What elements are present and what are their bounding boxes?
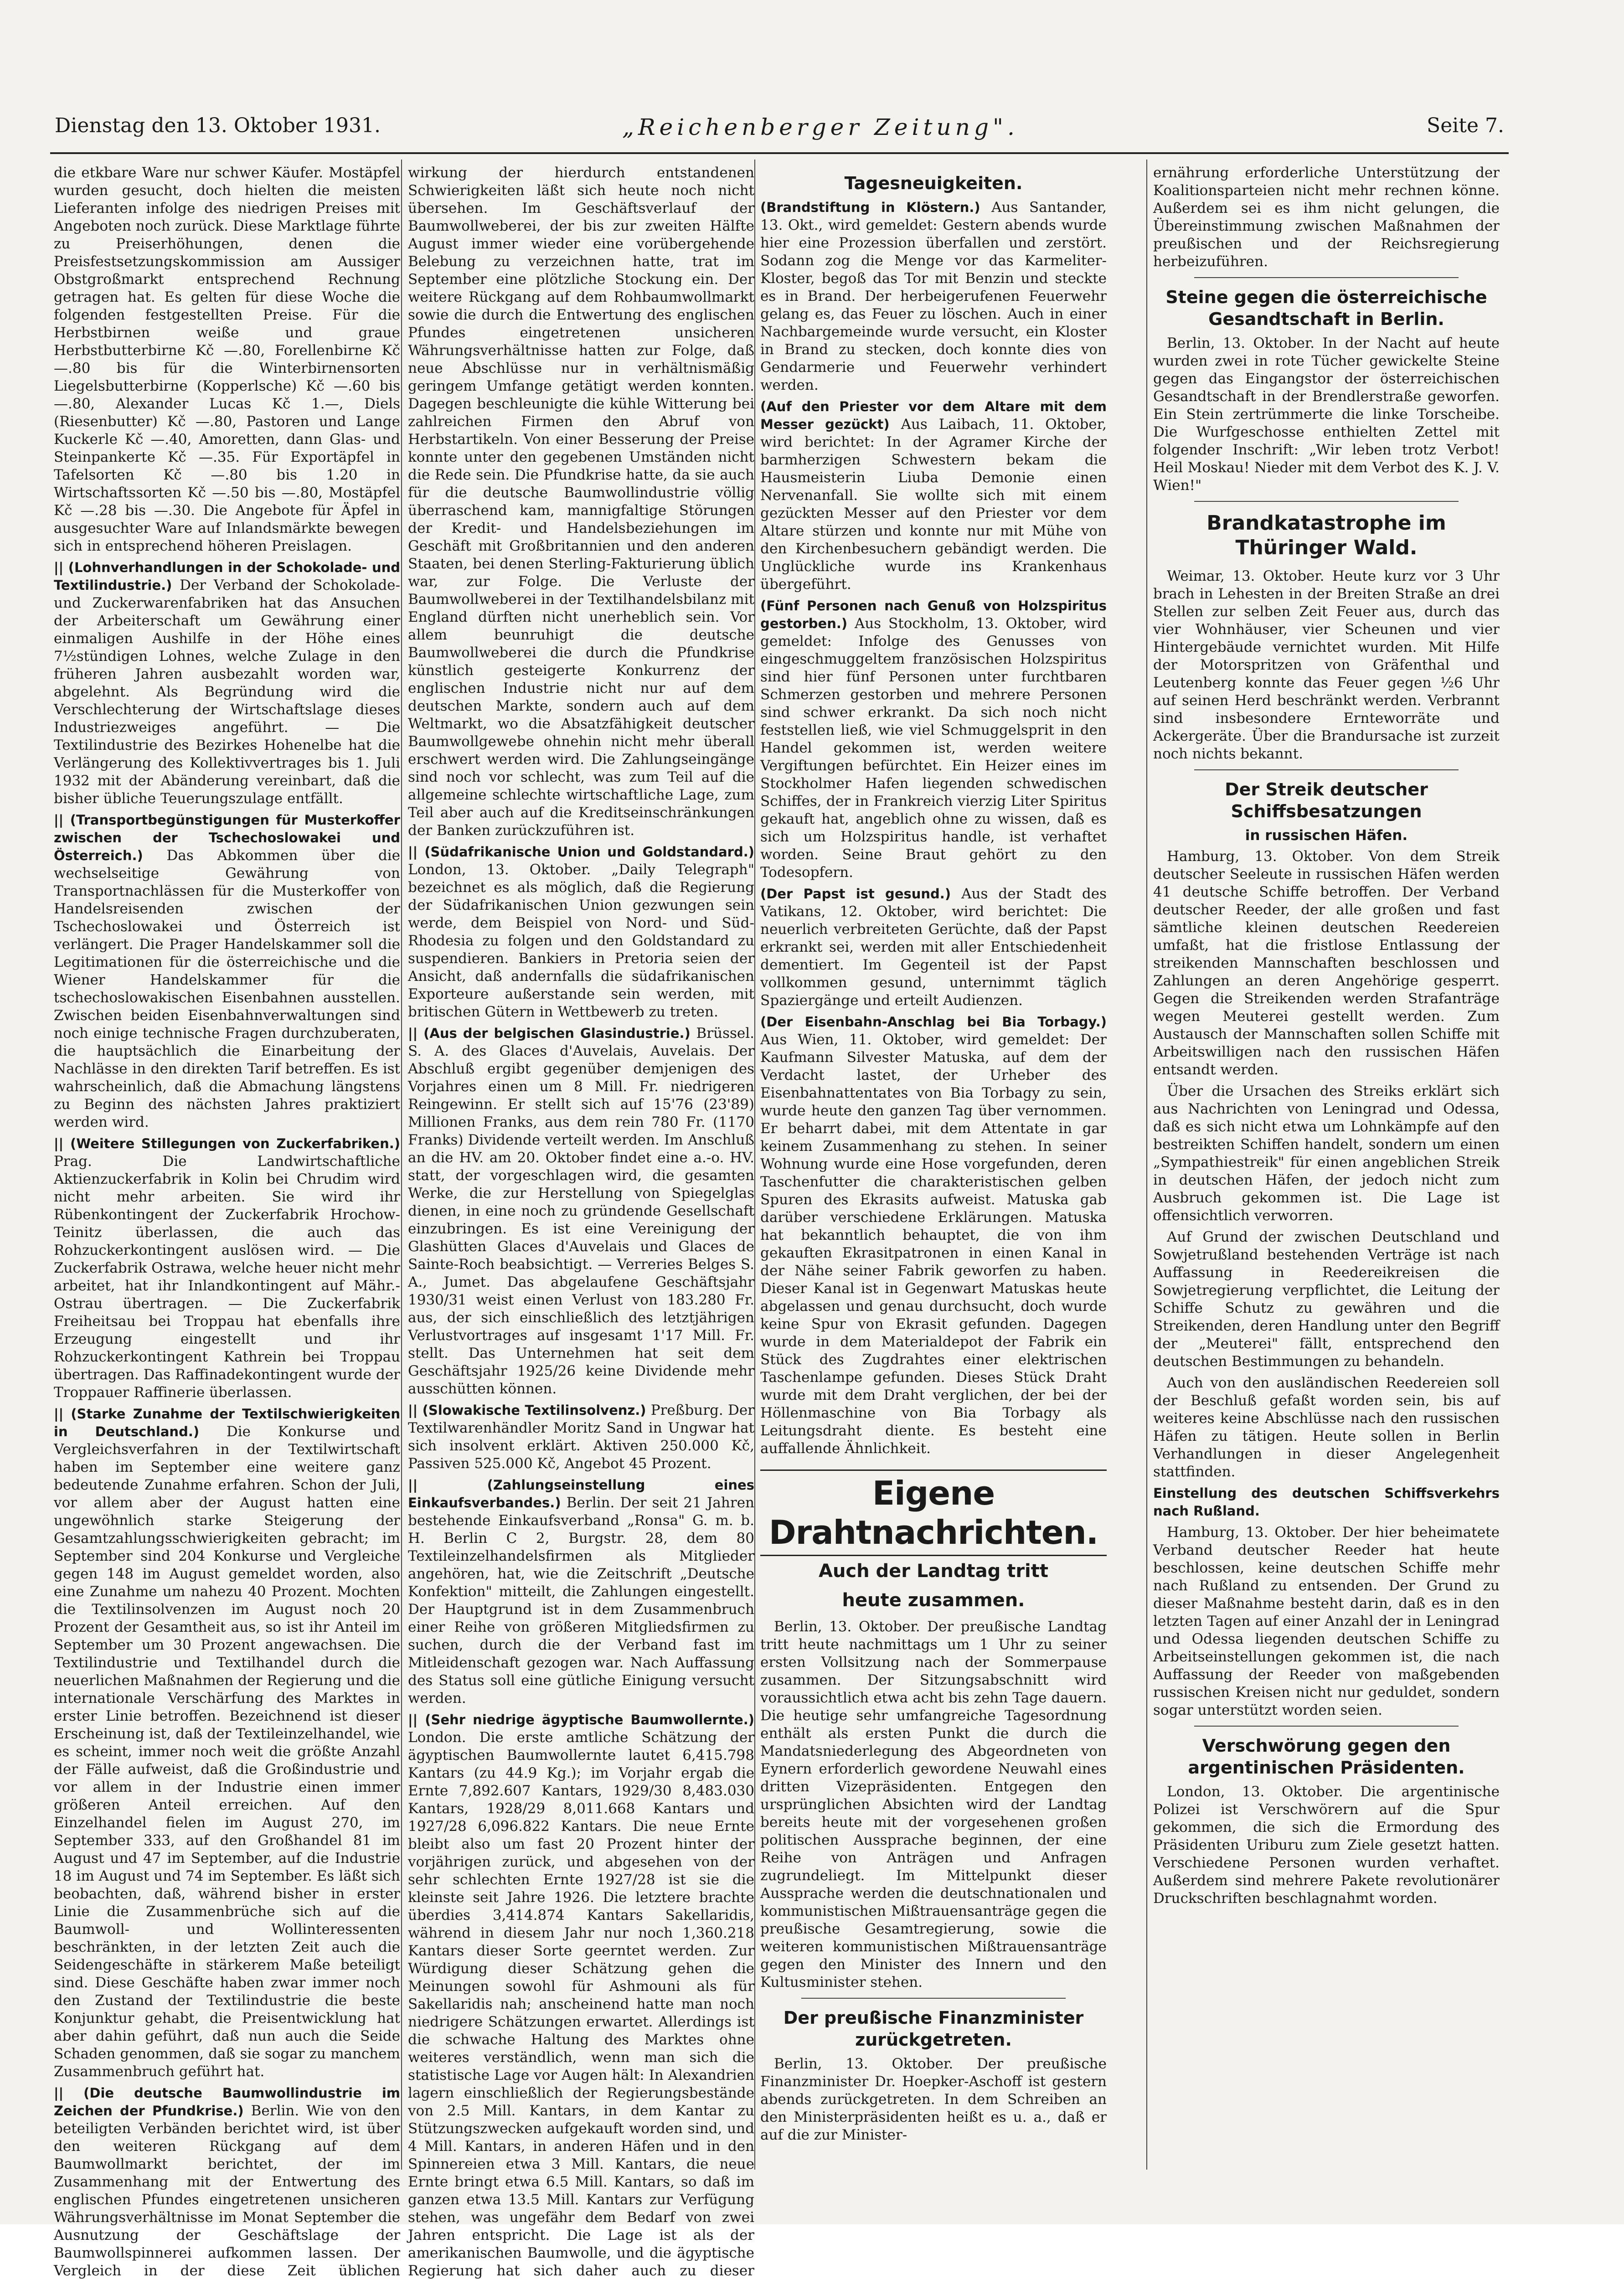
page-number: Seite 7. [1427,114,1504,137]
article-text: Auf Grund der zwischen Deutschland und Sowjetrußland bestehenden Verträge ist nach Auffassung in Reedereikreisen die Sowjetregierung verpflichtet, die Leitung der Schiffe Schutz zu gewähren und die Streikenden, deren Handlung unter den Begriff der „Meuterei" fällt, entsprechend den deutschen Bestimmungen zu behandeln. [1153,1229,1500,1370]
article-text: wirkung der hierdurch entstandenen Schwierigkeiten läßt sich heute noch nicht übersehen. Im Geschäftsverlauf der Baumwollweberei, der bis zur zweiten Hälfte August immer wieder eine vorübergehende Belebung zu verzeichnen hatte, trat im September eine plötzliche Stockung ein. Der weitere Rückgang auf dem Rohbaumwollmarkt sowie die durch die Entwertung des englischen Pfundes eingetretenen unsicheren Währungsverhältnisse hatten zur Folge, daß neue Abschlüsse nur in verhältnismäßig geringem Umfange getätigt werden konnten. Dagegen beschleunigte die kühle Witterung bei zahlreichen Firmen den Abruf von Herbstartikeln. Von einer Besserung der Preise konnte unter den gegebenen Umständen nicht die Rede sein. Die Pfundkrise hatte, da sie auch für die deutsche Baumwollindustrie völlig überraschend kam, mannigfaltige Störungen der Kredit- und Handelsbeziehungen im Geschäft mit Großbritannien und den anderen Staaten, bei denen Sterling-Fakturierung üblich war, zur Folge. Die Verluste der Baumwollweberei in der Textilhandelsbilanz mit England dürften nicht unerheblich sein. Vor allem beunruhigt die deutsche Baumwollweberei die durch die Pfundkrise künstlich gesteigerte Konkurrenz der englischen Industrie nicht nur auf dem deutschen Markte, sondern auch auf dem Weltmarkt, wo die Absatzfähigkeit deutscher Baumwollgewebe ohnehin nicht mehr überall erschwert werden wird. Die Zahlungseingänge sind noch vor schlecht, was zum Teil auf die allgemeine schlechte wirtschaftliche Lage, zum Teil aber auch auf die Kreditseinschränkungen der Banken zurückzuführen ist. [408,165,754,839]
headline-line-1: Auch der Landtag tritt [818,1561,1049,1582]
header-date: Dienstag den 13. Oktober 1931. [55,114,381,137]
article-block [54,811,400,1131]
column-divider [754,160,755,2170]
article-text: Aus Santander, 13. Okt., wird gemeldet: Gestern abends wurde hier eine Prozession überfallen und zerstört. Sodann zog die Menge vor das Karmeliter-Kloster, begoß das Tor mit Benzin und steckte es in Brand. Der herbeigerufenen Feuerwehr gelang es, das Feuer zu löschen. Auch in einer Nachbargemeinde wurde versucht, ein Kloster in Brand zu stecken, doch konnte dies von Gendarmerie und Feuerwehr verhindert werden. [760,199,1107,393]
article-text: Preßburg. Der Textilwarenhändler Moritz Sand in Ungwar hat sich insolvent erklärt. Aktiven 250.000 Kč, Passiven 525.000 Kč, Angebot 45 Prozent. [408,1402,754,1472]
article-block [54,559,400,808]
article-text: Aus Wien, 11. Oktober, wird gemeldet: Der Kaufmann Silvester Matuska, auf dem der Verdacht lastet, der Urheber des Eisenbahnattentates von Bia Torbagy zu sein, wurde heute den ganzen Tag über vernommen. Er beharrt dabei, mit dem Attentate in gar keinem Zusammenhang zu stehen. In seiner Wohnung wurde eine Hose vorgefunden, deren Taschenfutter die charakteristischen gelben Spuren des Ekrasits aufweist. Matuska gab darüber verschiedene Erklärungen. Matuska hat bekanntlich behauptet, die von ihm gekauften Ekrasitpatronen in einen Kanal in der Nähe seiner Fabrik geworfen zu haben. Dieser Kanal ist in Gegenwart Matuskas heute abgelassen und genau durchsucht, doch wurde keine Spur von Ekrasit gefunden. Dagegen wurde in dem Materialdepot der Fabrik ein Stück des Zugdrahtes einer elektrischen Taschenlampe gefunden. Dieses Stück Draht wurde mit dem Draht verglichen, der bei der Höllenmaschine von Bia Torbagy als Leitungsdraht diente. Es besteht eine auffallende Ähnlichkeit. [760,1031,1107,1457]
article-text: Auch von den ausländischen Reedereien soll der Beschluß gefaßt worden sein, bis auf weiteres keine Abschlüsse nach den russischen Häfen zu tätigen. Heute sollen in Berlin Verhandlungen in dieser Angelegenheit stattfinden. [1153,1375,1500,1480]
column-2 [408,164,755,2279]
article-text: London. Die erste amtliche Schätzung der ägyptischen Baumwollernte lautet 6,415.798 Kantars (zu 44.9 Kg.); im Vorjahr ergab die Ernte 7,892.607 Kantars, 1929/30 8,483.030 Kantars, 1928/29 8,011.668 Kantars und 1927/28 6,096.822 Kantars. Die neue Ernte bleibt also um fast 20 Prozent hinter der vorjährigen zurück, und abgesehen von der sehr schlechten Ernte 1927/28 ist sie die kleinste seit Jahre 1926. Die letztere brachte überdies 3,414.874 Kantars Sakellaridis, während in diesem Jahr nur noch 1,360.218 Kantars dieser Sorte geerntet werden. Zur Würdigung dieser Schätzung gehen die Meinungen sowohl für Ashmouni als für Sakellaridis nah; anscheinend hatte man noch niedrigere Schätzungen erwartet. Allerdings ist die schwache Haltung des Marktes ohne weiteres verständlich, wenn man sich die statistische Lage vor Augen hält: In Alexandrien lagern einschließlich der Regierungsbestände von 2.5 Mill. Kantars, in dem Kantar zu Stützungszwecken aufgekauft worden sind, und 4 Mill. Kantars, in anderen Häfen und in den Spinnereien etwa 3 Mill. Kantars, die neue Ernte bringt etwa 6.5 Mill. Kantars, so daß im ganzen etwa 13.5 Mill. Kantars zur Verfügung stehen, was ungefähr dem Bedarf von zwei Jahren entspricht. Die Lage ist als der amerikanischen Baumwolle, und die ägyptische Regierung hat sich daher auch zu dieser [408,1729,754,2279]
section-banner: Eigene Drahtnachrichten. [760,1469,1107,1556]
article-block [408,1711,754,2279]
article-text: Hamburg, 13. Oktober. Der hier beheimatete Verband deutscher Reeder hat heute beschlossen, keine deutschen Schiffe mehr nach Rußland zu entsenden. Der Grund zu dieser Maßnahme besteht darin, daß es in den letzten Tagen auf einer Anzahl der in Leningrad und Odessa liegenden deutschen Schiffe zu Arbeitseinstellungen gekommen ist, die nach Auffassung der Reeder von maßgebenden russischen Kreisen nicht nur geduldet, sondern sogar unterstützt worden seien. [1153,1524,1500,1718]
headline: Der preußische Finanzminister zurückgetreten. [783,2008,1084,2050]
article-text: Aus Laibach, 11. Oktober, wird berichtet: In der Agramer Kirche der barmherzigen Schwestern bekam die Hausmeisterin Liuba Demonie einen Nervenanfall. Sie wollte sich mit einem gezückten Messer auf den Priester vor dem Altare stürzen und konnte nur mit Mühe von den Kirchenbesuchern gebändigt werden. Die Unglückliche wurde ins Krankenhaus übergeführt. [760,416,1107,593]
subheadline: in russischen Häfen. [1245,827,1408,844]
article-text: Berlin. Der seit 21 Jahren bestehende Einkaufsverband „Ronsa" G. m. b. H. Berlin C 2, Burgstr. 28, dem 80 Textileinzelhandelsfirmen als Mitglieder angehören, hat, wie die Zeitschrift „Deutsche Konfektion" mitteilt, die Zahlungen eingestellt. Der Hauptgrund ist in dem Zusammenbruch einer Reihe von größeren Mitgliedsfirmen zu suchen, durch die der Verband fast im Mitleidenschaft gezogen war. Nach Auffassung des Status soll eine gütliche Einigung versucht werden. [408,1495,755,1707]
rubric-heading: (Brandstiftung in Klöstern.) [760,200,980,215]
article-block [408,1025,754,1398]
rubric-heading: || (Aus der belgischen Glasindustrie.) [408,1026,691,1041]
rubric-heading: || (Transportbegünstigungen für Musterkoffer zwischen der Tschechoslowakei und Österreich.) [54,812,400,863]
article-text: Aus der Stadt des Vatikans, 12. Oktober, wird berichtet: Die neuerlich verbreiteten Gerüchte, daß der Papst erkrankt sei, werden mit aller Entschiedenheit dementiert. Im Gegenteil ist der Papst vollkommen gesund, unternimmt täglich Spaziergänge und erteilt Audienzen. [760,886,1107,1009]
rubric-heading: (Der Eisenbahn-Anschlag bei Bia Torbagy.) [760,1014,1107,1030]
article-text: London, 13. Oktober. Die argentinische Polizei ist Verschwörern auf die Spur gekommen, die sich die Ermordung des Präsidenten Uriburu zum Ziele gesetzt hatten. Verschiedene Personen wurden verhaftet. Außerdem sind mehrere Pakete revolutionärer Druckschriften beschlagnahmt worden. [1153,1784,1500,1907]
rubric-heading: || (Lohnverhandlungen in der Schokolade- und Textilindustrie.) [54,560,400,593]
article-text: Berlin, 13. Oktober. Der preußische Landtag tritt heute nachmittags um 1 Uhr zu seiner ersten Vollsitzung nach der Sommerpause zusammen. Der Sitzungsabschnitt wird voraussichtlich etwa acht bis zehn Tage dauern. Die heutige sehr umfangreiche Tagesordnung enthält als ersten Punkt die durch die Mandatsniederlegung des Abgeordneten von Eynern erforderlich gewordene Neuwahl eines dritten Vizepräsidenten. Entgegen den ursprünglichen Absichten wird der Landtag bereits heute mit der vorgesehenen großen politischen Aussprache beginnen, der eine Reihe von Anträgen und Anfragen zugrundeliegt. Im Mittelpunkt dieser Aussprache werden die deutschnationalen und kommunistischen Mißtrauensanträge gegen die preußische Gesamtregierung, sowie die weiteren kommunistischen Mißtrauensanträge gegen den Minister des Innern und den Kultusminister stehen. [760,1619,1107,1990]
article-text: die etkbare Ware nur schwer Käufer. Mostäpfel wurden gesucht, doch hielten die meisten Lieferanten infolge des niedrigen Preises mit Angeboten noch zurück. Diese Marktlage führte zu Preiserhöhungen, denen die Preisfestsetzungskommission am Aussiger Obstgroßmarkt entsprechend Rechnung getragen hat. Es gelten für diese Woche die folgenden festgestellten Preise. Für die Herbstbirnen weiße und graue Herbstbutterbirne Kč —.80, Forellenbirne Kč —.80 bis für die Winterbirnensorten Liegelsbutterbirne (Kopperlsche) Kč —.60 bis —.80, Alexander Lucas Kč 1.—, Diels (Riesenbutter) Kč —.80, Pastoren und Lange Kuckerle Kč —.40, Amoretten, dann Glas- und Steinpankerte Kč —.35. Für Exportäpfel in Tafelsorten Kč —.80 bis 1.20 in Wirtschaftssorten Kč —.50 bis —.80, Mostäpfel Kč —.28 bis —.30. Die Angebote für Äpfel in ausgesuchter Ware auf Inlandsmärkte bewegen sich in entsprechend höheren Preislagen. [54,165,400,554]
rubric-heading: || (Weitere Stillegungen von Zuckerfabriken.) [54,1136,400,1151]
article-text: Weimar, 13. Oktober. Heute kurz vor 3 Uhr brach in Lehesten in der Breiten Straße an drei Stellen zur selben Zeit Feuer aus, durch das vier Wohnhäuser, vier Scheunen und vier Hintergebäude vernichtet wurden. Mit Hilfe der Motorspritzen von Gräfenthal und Leutenberg konnte das Feuer gegen ½6 Uhr auf seinen Herd beschränkt werden. Verbrannt sind insbesondere Ernteworräte und Ackergeräte. Über die Brandursache ist zurzeit noch nichts bekannt. [1153,568,1500,762]
rubric-heading: (Auf den Priester vor dem Altare mit dem Messer gezückt) [760,399,1107,432]
article-block [760,597,1107,882]
separator [1194,501,1459,502]
article-block [54,2084,400,2279]
article-text: Aus Stockholm, 13. Oktober, wird gemeldet: Infolge des Genusses von eingeschmuggeltem französischen Holzspiritus sind hier fünf Personen unter furchtbaren Schmerzen gestorben und mehrere Personen sind schwer erkrankt. Da sich noch nicht feststellen ließ, wie viel Schmuggelsprit in den Handel gekommen ist, werden weitere Vergiftungen befürchtet. Ein Heizer eines im Stockholmer Hafen liegenden schwedischen Schiffes, der in Frankreich vierzig Liter Spiritus gekauft hat, angeblich ohne zu wissen, daß es sich um Holzspiritus handle, ist verhaftet worden. Seine Braut gehört zu den Todesopfern. [760,615,1107,881]
column-3 [760,164,1107,2170]
article-block [408,843,754,1021]
article-block [760,885,1107,1010]
headline: Verschwörung gegen den argentinischen Präsidenten. [1188,1736,1465,1778]
rubric-heading: || (Zahlungseinstellung eines Einkaufsverbandes.) [408,1477,754,1511]
article-text: Der Verband der Schokolade- und Zuckerwarenfabriken hat das Ansuchen der Arbeiterschaft um Gewährung einer einmaligen Aushilfe in der Höhe eines 7½stündigen Lohnes, welche Zulage in den früheren Jahren ausbezahlt worden war, abgelehnt. Als Begründung wird die Verschlechterung der Wirtschaftslage dieses Industriezweiges angeführt. — Die Textilindustrie des Bezirkes Hohenelbe hat die Verlängerung des Kollektivvertrages bis 1. Juli 1932 mit der Abänderung vereinbart, daß die bisher übliche Teuerungszulage entfällt. [54,577,400,807]
headline: Steine gegen die österreichische Gesandtschaft in Berlin. [1165,287,1487,329]
headline-line-2: heute zusammen. [842,1590,1025,1611]
article-block [54,1405,400,2081]
section-heading: Tagesneuigkeiten. [844,173,1023,193]
article-block [408,1402,754,1473]
article-text: London, 13. Oktober. „Daily Telegraph" bezeichnet es als möglich, daß die Regierung der Südafrikanischen Union gezwungen sein werde, dem Beispiel von Nord- und Süd-Rhodesia zu folgen und den Goldstandard zu suspendieren. Bankiers in Pretoria seien der Ansicht, daß andernfalls die südafrikanischen Exporteure außerstande sein werden, mit britischen Gütern in Wettbewerb zu treten. [408,861,754,1020]
column-divider [401,160,402,2170]
separator [1194,277,1459,278]
article-block [760,199,1107,394]
article-text: Brüssel. S. A. des Glaces d'Auvelais, Auvelais. Der Abschluß ergibt gegenüber demjenigen des Vorjahres einen um 8 Mill. Fr. niedrigeren Reingewinn. Er stellt sich auf 15'76 (23'89) Millionen Franks, aus dem rein 780 Fr. (1170 Franks) Dividende verteilt werden. Im Anschluß an die HV. am 20. Oktober findet eine a.-o. HV. statt, der vorgeschlagen wird, die gesamten Werke, die zur Herstellung von Spiegelglas dienen, in eine noch zu gründende Gesellschaft einzubringen. Es ist eine Vereinigung der Glashütten Glaces d'Auvelais und Glaces de Sainte-Roch beabsichtigt. — Verreries Belges S. A., Jumet. Das abgelaufene Geschäftsjahr 1930/31 weist einen Verlust von 183.280 Fr. aus, der sich einschließlich des letztjährigen Verlustvortrages auf insgesamt 1'17 Mill. Fr. stellt. Das Unternehmen hat seit dem Geschäftsjahr 1925/26 keine Dividende mehr ausschütten können. [408,1025,754,1397]
rubric-heading: || (Südafrikanische Union und Goldstandard.) [408,844,754,860]
article-block [54,1135,400,1402]
column-4 [1153,164,1500,2170]
column-divider [1146,160,1147,2170]
article-text: Berlin. Wie von den beteiligten Verbänden berichtet wird, ist über den weiteren Rückgang auf dem Baumwollmarkt berichtet, der im Zusammenhang mit der Entwertung des englischen Pfundes eingetretenen unsicheren Währungsverhältnisse im Monat September die Ausnutzung der Geschäftslage der Baumwollspinnerei aufkommen lassen. Der Vergleich in der diese Zeit üblichen [54,2103,400,2279]
headline: Der Streik deutscher Schiffsbesatzungen [1225,779,1428,821]
article-block [760,1013,1107,1458]
header-rule [50,152,1509,154]
headline: Brandkatastrophe im Thüringer Wald. [1206,511,1446,559]
article-text: Die Konkurse und Vergleichsverfahren in der Textilwirtschaft haben im September eine weitere ganz bedeutende Zunahme erfahren. Schon der Juli, vor allem aber der August hatten eine ungewöhnlich starke Steigerung der Gesamtzahlungsschwierigkeiten gebracht; im September sind 204 Konkurse und Vergleiche gegen 148 im August gemeldet worden, also eine Zunahme um nahezu 40 Prozent. Mochten die Textilinsolvenzen im August noch 20 Prozent der Gesamtheit aus, so ist ihr Anteil im September um 30 Prozent angewachsen. Die Textilindustrie und Textilhandel durch die neuerlichen Maßnahmen der Regierung und die internationale Verschärfung des Marktes in erster Linie betroffen. Bezeichnend ist dieser Erscheinung ist, daß der Textileinzelhandel, wie es scheint, immer noch weit die größte Anzahl der Fälle aufweist, daß die Großindustrie und vor allem in der Industrie einen immer größeren Anteil erreichen. Auf den Einzelhandel fielen im August 270, im September 333, auf den Großhandel 81 im August und 47 im September, auf die Industrie 18 im August und 74 im September. Es läßt sich beobachten, daß, während bisher in erster Linie die Zusammenbrüche sich auf die Baumwoll- und Wollinteressenten beschränkten, in der letzten Zeit auch die Seidengeschäfte in stärkerem Maße beteiligt sind. Diese Geschäfte haben zwar immer noch den Zustand der Textilindustrie die beste Konjunktur gehabt, die Preisentwicklung hat aber dahin geführt, daß nun auch die Seide Schaden genommen, daß sie sogar zu manchem Zusammenbruch geführt hat. [54,1423,401,2080]
rubric-heading: (Fünf Personen nach Genuß von Holzspiritus gestorben.) [760,598,1107,631]
article-text: Über die Ursachen des Streiks erklärt sich aus Nachrichten von Leningrad und Odessa, daß es sich nicht etwa um Lohnkämpfe auf den bestreikten Schiffen handelt, sondern um einen „Sympathiestreik" für einen angeblichen Streik in deutschen Häfen, der jedoch nicht zum Ausbruch gekommen ist. Die Lage ist offensichtlich verworren. [1153,1083,1500,1224]
separator [1194,1726,1459,1727]
article-text: Berlin, 13. Oktober. In der Nacht auf heute wurden zwei in rote Tücher gewickelte Steine gegen das Eingangstor der österreichischen Gesandtschaft in der Brendlerstraße geworfen. Ein Stein zertrümmerte die linke Torscheibe. Die Wurfgeschosse enthielten Zettel mit folgender Inschrift: „Wir leben trotz Verbot! Heil Moskau! Nieder mit dem Verbot des K. J. V. Wien!" [1153,335,1500,494]
article-text: Berlin, 13. Oktober. Der preußische Finanzminister Dr. Hoepker-Aschoff ist gestern abends zurückgetreten. In dem Schreiben an den Ministerpräsidenten heißt es u. a., daß er auf die zur Minister- [760,2056,1107,2143]
page-header [55,114,1504,150]
separator [1194,769,1459,770]
article-text: Das Abkommen über die wechselseitige Gewährung von Transportnachlässen für die Musterkoffer von Handelsreisenden zwischen der Tschechoslowakei und Österreich ist verlängert. Die Prager Handelskammer soll die Legitimationen für die österreichische und die Wiener Handelskammer für die tschechoslowakischen Eisenbahnen ausstellen. Zwischen beiden Eisenbahnverwaltungen sind noch einige technische Fragen durchzuberaten, die hauptsächlich die Einarbeitung der Nachlässe in den direkten Tarif betreffen. Es ist wahrscheinlich, daß die Abmachung längstens zu Beginn des nächsten Jahres praktiziert werden wird. [54,847,400,1130]
rubric-heading: (Der Papst ist gesund.) [760,886,951,902]
newspaper-title: „Reichenberger Zeitung". [622,114,1019,140]
rubric-heading: || (Die deutsche Baumwollindustrie im Zeichen der Pfundkrise.) [54,2085,400,2119]
column-1 [54,164,401,2279]
article-text: Hamburg, 13. Oktober. Von dem Streik deutscher Seeleute in russischen Häfen werden 41 deutsche Schiffe betroffen. Der Verband deutscher Reeder, der alle großen und fast sämtliche kleinen deutschen Reedereien umfaßt, hat die fristlose Entlassung der streikenden Mannschaften beschlossen und Zahlungen an deren Angehörige gesperrt. Gegen die Streikenden werden Strafanträge wegen Meuterei gestellt werden. Zum Austausch der Mannschaften sollen Schiffe mit Arbeitswilligen nach den russischen Häfen entsandt werden. [1153,848,1500,1078]
article-block [1153,1485,1500,1520]
article-block [760,398,1107,593]
article-text: Prag. Die Landwirtschaftliche Aktienzuckerfabrik in Kolin bei Chrudim wird nicht mehr arbeiten. Sie wird ihr Rübenkontingent der Zuckerfabrik Hrochow-Teinitz überlassen, die auch das Rohzuckerkontingent auslösen wird. — Die Zuckerfabrik Ostrawa, welche heuer nicht mehr arbeitet, hat ihr Inlandkontingent auf Mähr.-Ostrau übertragen. — Die Zuckerfabrik Freiheitsau bei Troppau hat ebenfalls ihre Erzeugung eingestellt und ihr Rohzuckerkontingent Kathrein bei Troppau übertragen. Das Raffinadekontingent wurde der Troppauer Raffinerie überlassen. [54,1153,400,1401]
rubric-heading: || (Slowakische Textilinsolvenz.) [408,1402,646,1418]
rubric-heading: || (Sehr niedrige ägyptische Baumwollernte.) [408,1712,754,1727]
separator [801,1998,1066,1999]
article-text: ernährung erforderliche Unterstützung der Koalitionsparteien nicht mehr rechnen könne. Außerdem sei es ihm nicht gelungen, die Übereinstimmung zwischen Maßnahmen der preußischen und der Reichsregierung herbeizuführen. [1153,165,1500,270]
rubric-heading: Einstellung des deutschen Schiffsverkehrs nach Rußland. [1153,1485,1500,1519]
article-block [408,1476,754,1707]
rubric-heading: || (Starke Zunahme der Textilschwierigkeiten in Deutschland.) [54,1406,400,1439]
